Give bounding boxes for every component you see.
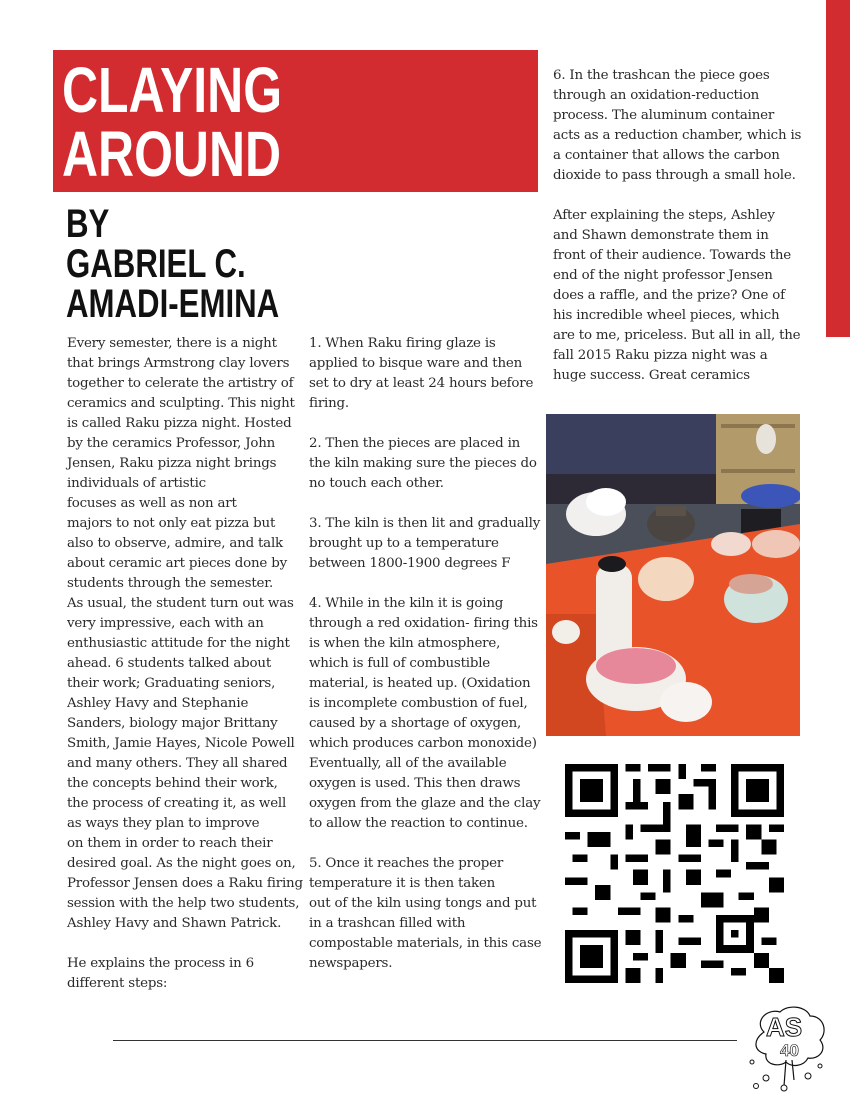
ceramics-photo-image bbox=[546, 414, 800, 736]
qr-code[interactable] bbox=[565, 764, 784, 983]
paragraph: 2. Then the pieces are placed in the kiln making sure the pieces do no touch each other. bbox=[309, 436, 537, 491]
article-column-2 bbox=[309, 334, 543, 994]
article-column-1 bbox=[67, 334, 303, 1014]
article-byline: BY GABRIEL C. AMADI-EMINA bbox=[66, 202, 280, 326]
paragraph: 5. Once it reaches the proper temperature it is then taken out of the kiln using tongs and put in a trashcan filled with compostable materials, in this case newspapers. bbox=[309, 856, 542, 971]
paragraph: 4. While in the kiln it is going through a red oxidation- firing this is when the kiln atmosphere, which is full of combustible material, is heated up. (Oxidation is incomplete combustion of fuel, caused by a shortage of oxygen, which produces carbon monoxide) Eventually, all of the available oxygen is used. This then draws oxygen from the glaze and the clay to allow the reaction to continue. bbox=[309, 596, 541, 831]
page-number: 40 bbox=[780, 1041, 799, 1060]
badge-text: AS bbox=[766, 1012, 803, 1042]
qr-code-icon bbox=[565, 764, 784, 983]
paragraph: 6. In the trashcan the piece goes through an oxidation-reduction process. The aluminum container acts as a reduction chamber, which is a container that allows the carbon dioxide to pass through a small hole. bbox=[553, 68, 802, 183]
paragraph: He explains the process in 6 different steps: bbox=[67, 956, 254, 991]
paragraph: Every semester, there is a night that brings Armstrong clay lovers together to celerate the artistry of ceramics and sculpting. This night is called Raku pizza night. Hosted by the ceramics Professor, John Jensen, Raku pizza night brings individuals of artistic focuses as well as non art majors to not only eat pizza but also to observe, admire, and talk about ceramic art pieces done by students through the semester. As usual, the student turn out was very impressive, each with an enthusiastic attitude for the night ahead. 6 students talked about their work; Graduating seniors, Ashley Havy and Stephanie Sanders, biology major Brittany Smith, Jamie Hayes, Nicole Powell and many others. They all shared the concepts behind their work, the process of creating it, as well as ways they plan to improve on them in order to reach their desired goal. As the night goes on, Professor Jensen does a Raku firing session with the help two students, Ashley Havy and Shawn Patrick. bbox=[67, 336, 303, 931]
paragraph: 1. When Raku firing glaze is applied to bisque ware and then set to dry at least 24 hours before firing. bbox=[309, 336, 534, 411]
article-column-3 bbox=[553, 66, 803, 406]
edge-accent-bar bbox=[826, 0, 850, 337]
page-badge-splash-icon bbox=[744, 1002, 830, 1094]
page-badge bbox=[744, 1002, 830, 1094]
paragraph: After explaining the steps, Ashley and Shawn demonstrate them in front of their audience. Towards the end of the night professor Jensen does a raffle, and the prize? One of his incredible wheel pieces, which are to me, priceless. But all in all, the fall 2015 Raku pizza night was a huge success. Great ceramics bbox=[553, 208, 801, 383]
ceramics-photo bbox=[546, 414, 800, 736]
paragraph: 3. The kiln is then lit and gradually brought up to a temperature between 1800-1900 degrees F bbox=[309, 516, 541, 571]
footer-divider bbox=[113, 1040, 737, 1041]
article-title: CLAYING AROUND bbox=[62, 54, 283, 190]
